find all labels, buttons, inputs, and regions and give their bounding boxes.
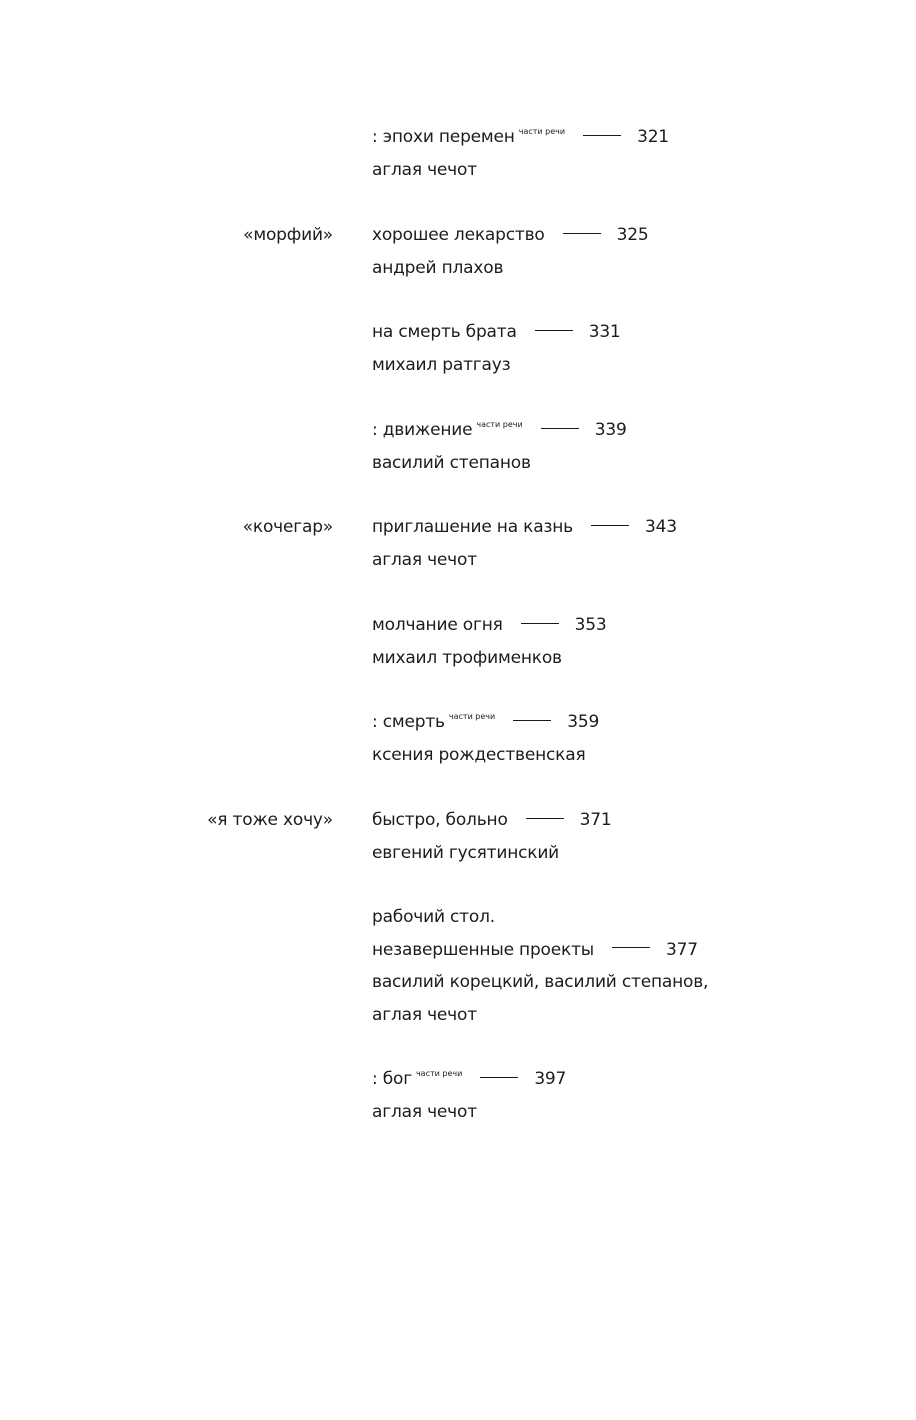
page-number[interactable]: 377 [666,939,698,960]
entry-title: незавершенные проекты [372,939,594,960]
entry-author: василий корецкий, василий степанов, [372,972,709,992]
leader-dash [480,1077,518,1078]
parts-of-speech-superscript: части речи [476,420,523,429]
leader-dash [583,135,621,136]
entry-author: михаил трофименков [372,647,562,668]
section-label-me-too: «я тоже хочу» [207,810,333,830]
toc-entry[interactable] [372,321,832,376]
toc-entry[interactable] [372,809,832,864]
page-number[interactable]: 397 [534,1069,567,1089]
page-number[interactable]: 339 [594,420,627,440]
leader-dash [526,818,564,819]
entry-title-line [372,809,832,831]
toc-entry[interactable] [372,1068,832,1123]
leader-dash [521,623,559,624]
entry-title: : смерть [372,712,445,732]
entry-author: аглая чечот [372,1101,477,1122]
toc-entry[interactable] [372,224,832,279]
toc-entry[interactable] [372,711,832,766]
page-number[interactable]: 321 [637,127,669,147]
entry-title-line [372,516,832,538]
leader-dash [541,428,579,429]
toc-entry[interactable] [372,906,832,1026]
entry-title-line [372,939,832,961]
page-number[interactable]: 353 [574,615,607,635]
toc-entry[interactable] [372,419,832,474]
leader-dash [535,330,573,331]
entry-author: аглая чечот [372,549,477,570]
entry-title-first-line: рабочий стол. [372,907,495,927]
leader-dash [612,947,650,948]
entry-title-line [372,419,832,441]
entry-author: аглая чечот [372,1004,477,1025]
toc-entry[interactable] [372,614,832,669]
entry-title: приглашение на казнь [372,517,574,537]
entry-title-line [372,224,832,246]
entry-author: ксения рождественская [372,744,586,765]
entry-title: : эпохи перемен [372,127,515,147]
entry-title: хорошее лекарство [372,225,545,245]
toc-entry[interactable] [372,126,832,181]
parts-of-speech-superscript: части речи [518,127,566,136]
parts-of-speech-superscript: части речи [448,712,496,721]
toc-entry[interactable] [372,516,832,571]
page-number[interactable]: 343 [645,517,677,537]
entry-title: на смерть брата [372,322,517,342]
section-label-stoker: «кочегар» [242,517,333,537]
entry-title-line [372,126,832,148]
entry-title-line [372,711,832,733]
entry-author: василий степанов [372,452,531,473]
page-number[interactable]: 331 [588,322,621,342]
entry-author: михаил ратгауз [372,354,511,375]
section-label-morphine: «морфий» [243,225,333,245]
entry-author: евгений гусятинский [372,842,560,863]
leader-dash [563,233,601,234]
parts-of-speech-superscript: части речи [415,1069,463,1078]
entry-title-line [372,614,832,636]
entry-author: андрей плахов [372,257,504,278]
entry-title: молчание огня [372,615,503,635]
entry-title: быстро, больно [372,810,508,830]
leader-dash [591,525,629,526]
page-number[interactable]: 359 [567,712,600,732]
entry-title-line [372,1068,832,1090]
entry-author: аглая чечот [372,159,477,180]
page-number[interactable]: 371 [579,810,612,830]
leader-dash [513,720,551,721]
page-number[interactable]: 325 [616,225,649,245]
entry-title-line [372,321,832,343]
entry-title: : движение [372,420,473,440]
entry-title: : бог [372,1069,412,1089]
